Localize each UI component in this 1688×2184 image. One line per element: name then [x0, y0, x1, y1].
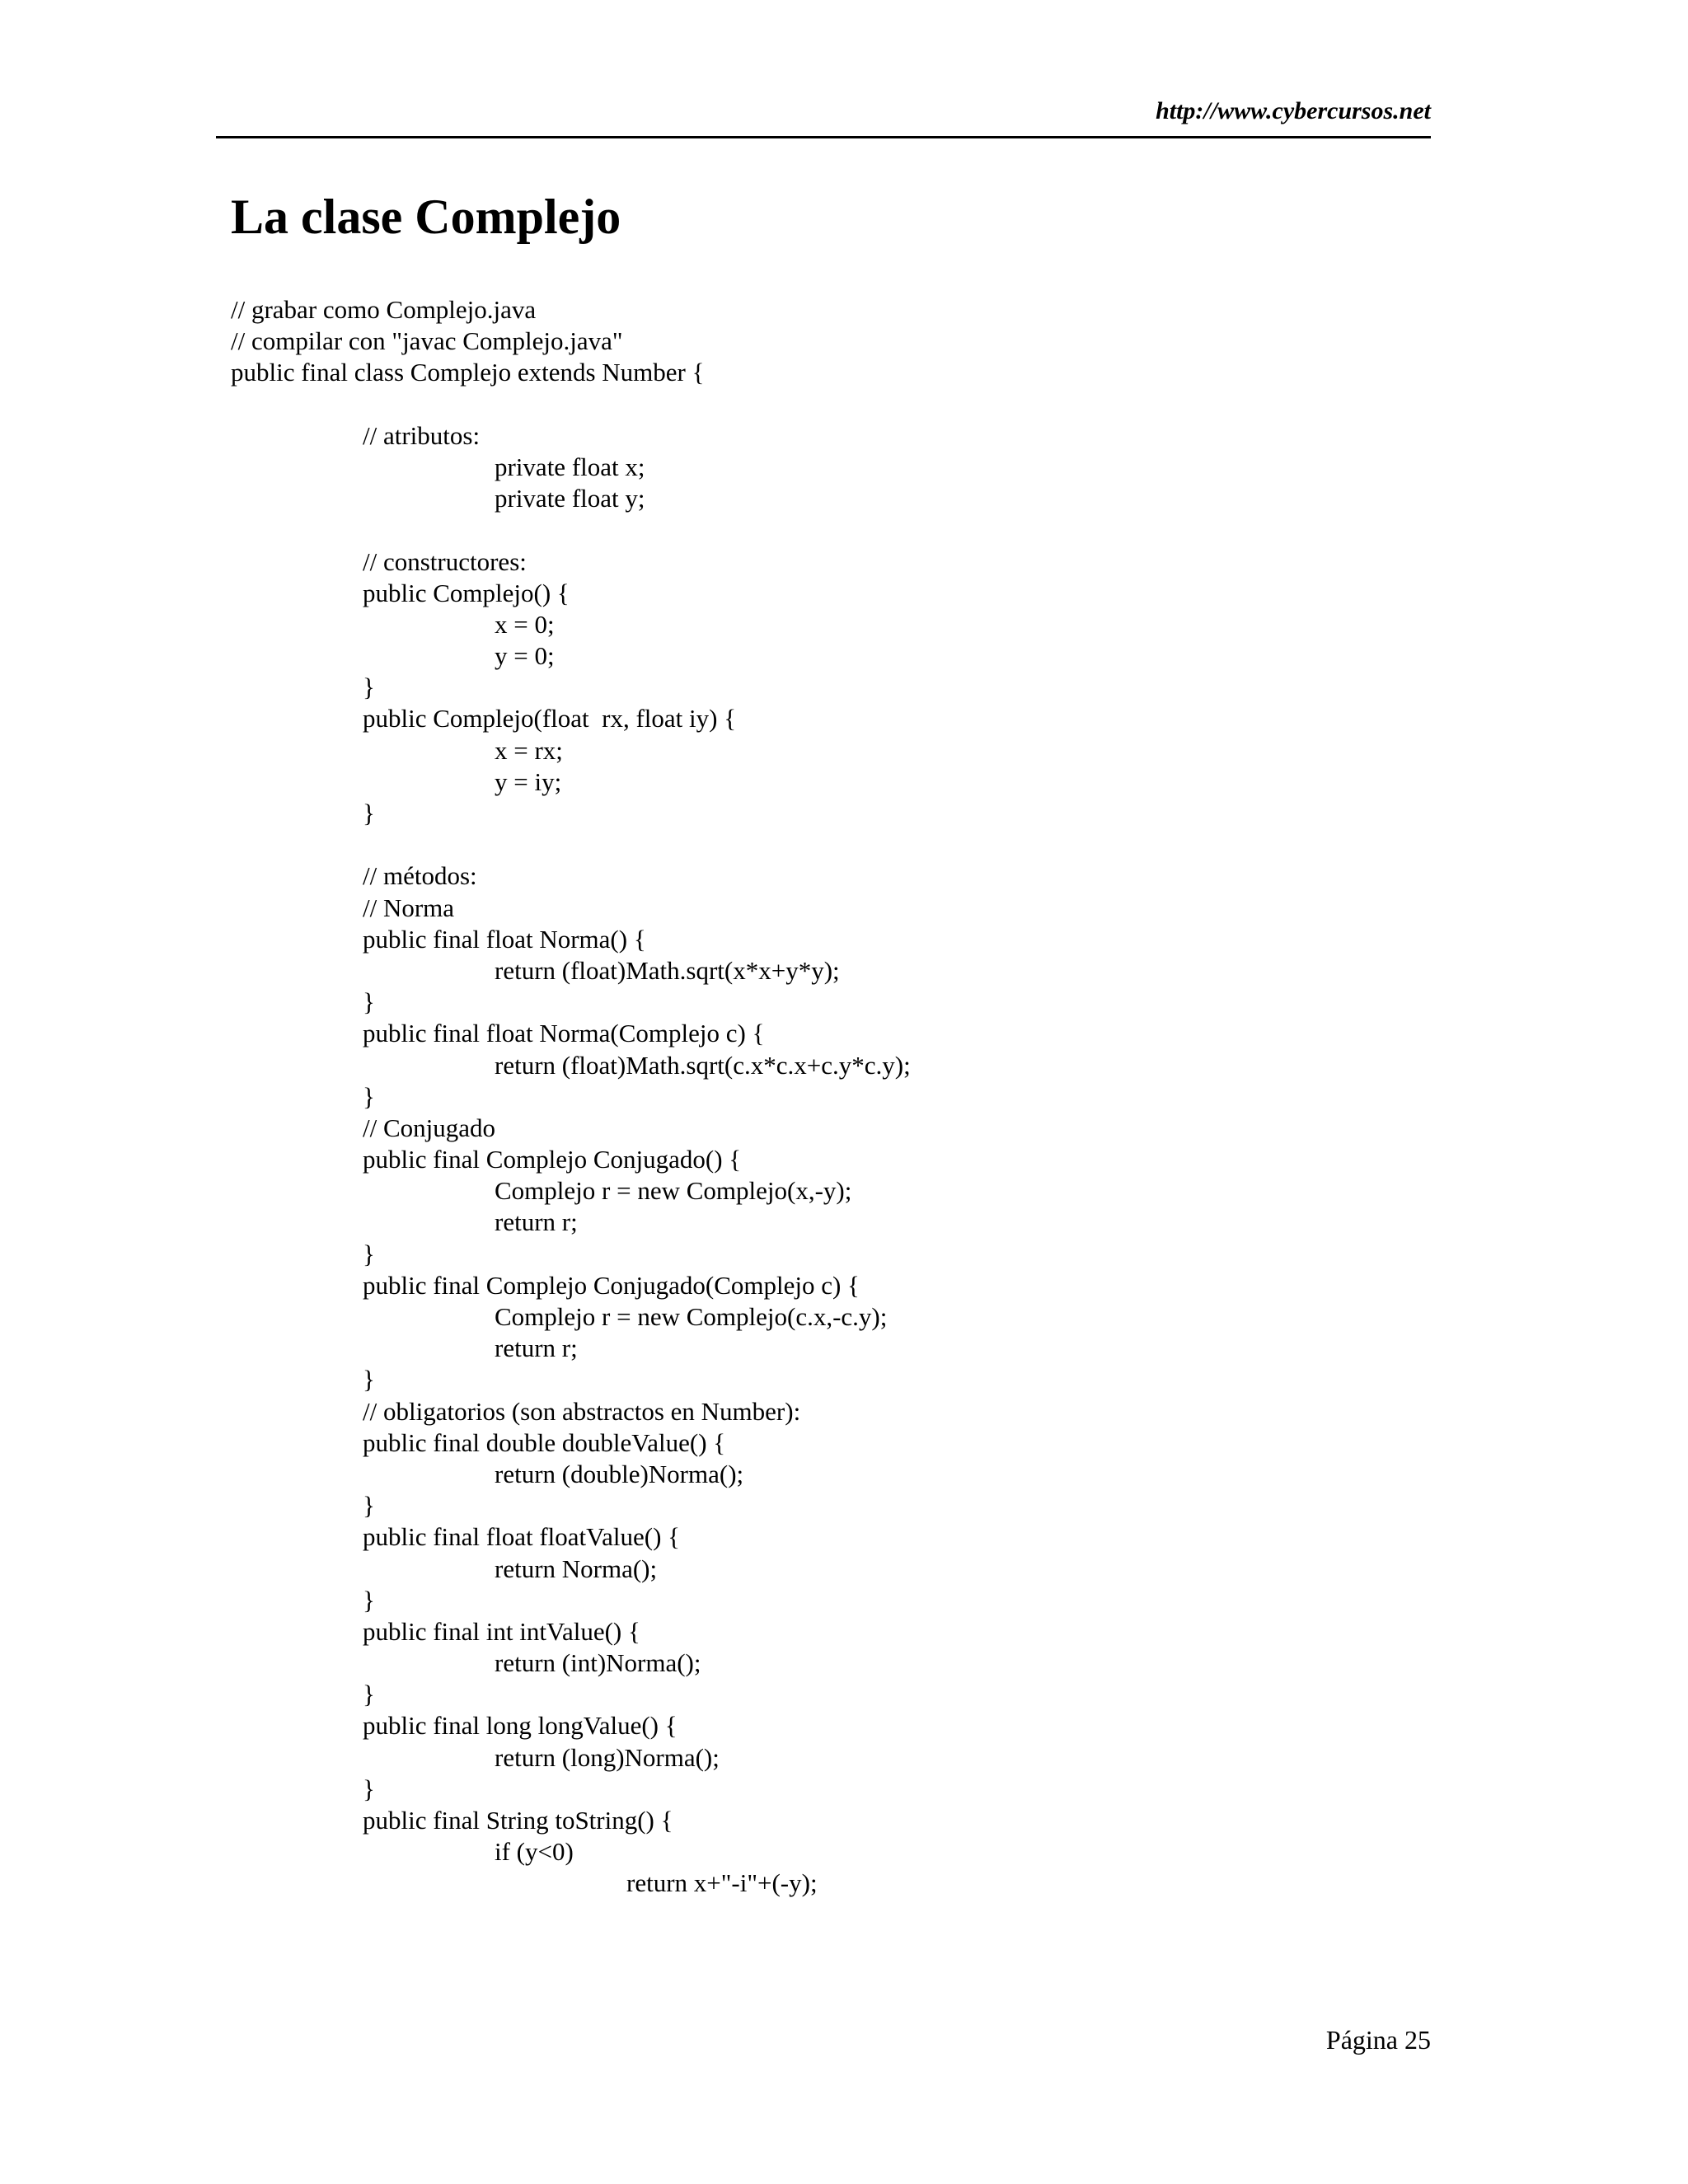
code-line: public final float Norma() {	[363, 924, 646, 954]
page-number: Página 25	[1325, 2025, 1431, 2055]
code-line: public final double doubleValue() {	[363, 1427, 726, 1457]
code-line: return (double)Norma();	[495, 1459, 744, 1488]
code-line: // atributos:	[363, 420, 481, 450]
code-line: }	[363, 987, 375, 1017]
code-line: }	[363, 1680, 375, 1709]
code-line: public final int intValue() {	[363, 1616, 640, 1646]
page-title: La clase Complejo	[231, 190, 621, 244]
code-line: if (y<0)	[495, 1837, 574, 1867]
code-line: return r;	[495, 1207, 578, 1237]
code-line: // Conjugado	[363, 1113, 496, 1142]
code-line: }	[363, 1774, 375, 1803]
code-listing	[231, 294, 1434, 1900]
code-line	[231, 389, 1434, 420]
code-line: return Norma();	[495, 1554, 658, 1583]
code-line: public final long longValue() {	[363, 1711, 678, 1741]
code-line: // grabar como Complejo.java	[231, 295, 537, 324]
code-line: // obligatorios (son abstractos en Number):	[363, 1396, 801, 1426]
code-line: }	[363, 799, 375, 827]
code-line: }	[363, 673, 375, 702]
header-divider	[216, 136, 1431, 138]
code-line: x = rx;	[495, 735, 563, 765]
code-line: x = 0;	[495, 609, 555, 639]
header-url: http://www.cybercursos.net	[1156, 97, 1431, 124]
code-line: y = iy;	[495, 766, 562, 796]
code-line: }	[363, 1365, 375, 1394]
code-line: return (int)Norma();	[495, 1648, 701, 1678]
code-line: private float x;	[495, 452, 645, 481]
code-line: }	[363, 1239, 375, 1268]
code-line: Complejo r = new Complejo(x,-y);	[495, 1176, 852, 1206]
code-line: // Norma	[363, 893, 455, 922]
code-line: return r;	[495, 1333, 578, 1363]
code-line: // compilar con "javac Complejo.java"	[231, 326, 623, 356]
code-line: public final class Complejo extends Number {	[231, 358, 705, 387]
code-line: // constructores:	[363, 546, 527, 576]
code-line: public final float floatValue() {	[363, 1522, 681, 1552]
code-line: y = 0;	[495, 641, 555, 671]
code-line: }	[363, 1081, 375, 1111]
code-line	[231, 829, 1434, 860]
code-line: }	[363, 1585, 375, 1615]
code-line: return (float)Math.sqrt(c.x*c.x+c.y*c.y);	[495, 1050, 911, 1080]
code-line: public final float Norma(Complejo c) {	[363, 1019, 765, 1048]
code-line: public Complejo(float rx, float iy) {	[363, 704, 737, 733]
code-line: return (float)Math.sqrt(x*x+y*y);	[495, 955, 840, 985]
code-line: }	[363, 1491, 375, 1521]
code-line: public final Complejo Conjugado(Complejo c) {	[363, 1270, 860, 1300]
code-line: return x+"-i"+(-y);	[626, 1868, 818, 1898]
code-line: public final Complejo Conjugado() {	[363, 1145, 742, 1174]
code-line: public final String toString() {	[363, 1806, 673, 1835]
code-line	[231, 514, 1434, 546]
code-line: return (long)Norma();	[495, 1742, 720, 1772]
code-line: // métodos:	[363, 861, 477, 891]
code-line: Complejo r = new Complejo(c.x,-c.y);	[495, 1302, 888, 1331]
code-line: private float y;	[495, 484, 645, 513]
code-line: public Complejo() {	[363, 578, 570, 607]
